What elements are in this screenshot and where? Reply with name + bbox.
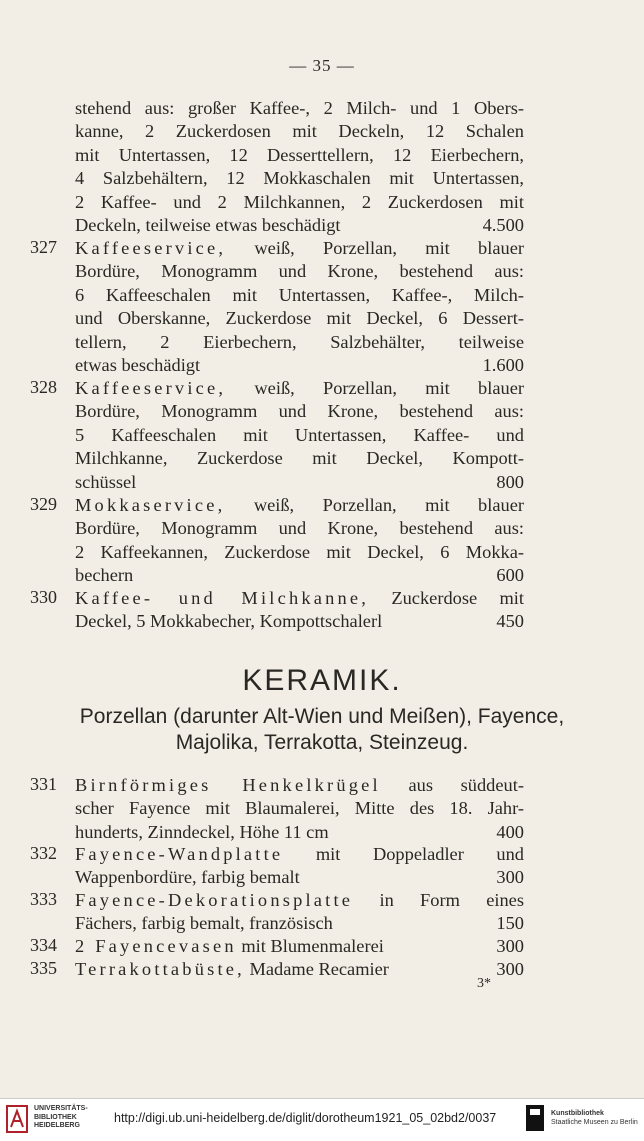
entry-line: 6 Kaffeeschalen mit Untertassen, Kaffee-, Milch- [75, 284, 524, 305]
logo-line: UNIVERSITÄTS- [34, 1105, 88, 1112]
entry-price: 400 [496, 821, 524, 842]
entry-first-line [75, 237, 524, 260]
section-subheading: Majolika, Terrakotta, Steinzeug. [175, 731, 469, 754]
entry-title: Terrakottabüste, [75, 959, 245, 979]
kunstbibliothek-logo-icon [526, 1105, 544, 1131]
university-library-logo-text [34, 1105, 88, 1131]
entry-line: Milchkanne, Zuckerdose mit Deckel, Kompott- [75, 448, 524, 469]
entry-first-line [75, 958, 524, 981]
entry-last-line [75, 354, 524, 377]
entry-last-line [75, 821, 524, 844]
entry-last-line [75, 866, 524, 889]
entry-first-line [75, 774, 524, 797]
page-number: — 35 — [289, 56, 355, 75]
entry-line: Bordüre, Monogramm und Krone, bestehend aus: [75, 401, 524, 422]
entry-title: 2 Fayencevasen [75, 936, 237, 956]
entry-title: Kaffee- und Milchkanne, [75, 588, 370, 608]
entry-title: Kaffeeservice, [75, 378, 227, 398]
entry-last-line [75, 214, 524, 237]
entry-text: Deckeln, teilweise etwas beschädigt [75, 214, 341, 235]
entry-line: 2 Kaffee- und 2 Milchkannen, 2 Zuckerdosen mit [75, 191, 524, 212]
entry-line: 2 Kaffeekannen, Zuckerdose mit Deckel, 6 Mokka- [75, 541, 524, 562]
kunstbibliothek-logo-text [551, 1109, 638, 1127]
signature-mark: 3* [477, 976, 491, 991]
entry-first-line [75, 843, 524, 866]
permalink-url[interactable]: http://digi.ub.uni-heidelberg.de/diglit/dorotheum1921_05_02bd2/0037 [114, 1111, 497, 1125]
entry-title: Fayence-Wandplatte [75, 844, 284, 864]
lot-number: 330 [30, 587, 57, 607]
entry-title: Kaffeeservice, [75, 238, 227, 258]
entry-price: 800 [496, 471, 524, 492]
entry-first-line [75, 935, 524, 958]
entry-price: 450 [496, 611, 524, 632]
entry-first-line [75, 889, 524, 912]
entry-title: Mokkaservice, [75, 495, 226, 515]
entry-text: Madame Recamier [249, 959, 389, 979]
lot-number: 327 [30, 237, 57, 257]
entry-line: scher Fayence mit Blaumalerei, Mitte des 18. Jahr- [75, 798, 524, 819]
entry-price: 300 [496, 867, 524, 888]
entry-text: aus süddeut- [408, 775, 524, 795]
lot-number: 333 [30, 889, 57, 909]
entry-first-line [75, 377, 524, 400]
logo-line: Kunstbibliothek [551, 1110, 604, 1117]
entry-price: 150 [496, 913, 524, 934]
entry-price: 1.600 [482, 354, 524, 375]
entry-first-line [75, 587, 524, 610]
entry-text: bechern [75, 565, 134, 586]
entry-text: Zuckerdose mit [391, 588, 524, 608]
entry-last-line [75, 471, 524, 494]
entry-price: 300 [496, 936, 524, 956]
university-library-logo-icon [6, 1105, 28, 1133]
entry-line: kanne, 2 Zuckerdosen mit Deckeln, 12 Schalen [75, 121, 524, 142]
lot-number: 328 [30, 377, 57, 397]
entry-text: Deckel, 5 Mokkabecher, Kompottschalerl [75, 611, 383, 632]
entry-text: etwas beschädigt [75, 354, 201, 375]
entry-text: mit Doppeladler und [315, 844, 524, 864]
entry-line: 5 Kaffeeschalen mit Untertassen, Kaffee- und [75, 424, 524, 445]
entry-line: 4 Salzbehältern, 12 Mokkaschalen mit Untertassen, [75, 168, 524, 189]
entry-text: weiß, Porzellan, mit blauer [254, 238, 524, 258]
entry-text: mit Blumenmalerei [241, 936, 384, 956]
entry-text: Wappenbordüre, farbig bemalt [75, 867, 300, 888]
lot-number: 334 [30, 935, 57, 955]
logo-line: BIBLIOTHEK [34, 1113, 77, 1121]
entry-price: 4.500 [482, 214, 524, 235]
entry-price: 600 [496, 565, 524, 586]
entry-text: hunderts, Zinndeckel, Höhe 11 cm [75, 821, 329, 842]
entry-text: schüssel [75, 471, 137, 492]
section-subheading: Porzellan (darunter Alt-Wien und Meißen), Fayence, [79, 705, 565, 728]
entry-first-line [75, 494, 524, 517]
lot-number: 335 [30, 958, 57, 978]
entry-title: Birnförmiges Henkelkrügel [75, 775, 381, 795]
entry-text: weiß, Porzellan, mit blauer [254, 378, 524, 398]
lot-number: 331 [30, 774, 57, 794]
entry-text: Fächers, farbig bemalt, französisch [75, 913, 333, 934]
entry-line: Bordüre, Monogramm und Krone, bestehend aus: [75, 261, 524, 282]
entry-line: mit Untertassen, 12 Desserttellern, 12 Eierbechern, [75, 144, 524, 165]
logo-line: Staatliche Museen zu Berlin [551, 1119, 638, 1126]
entry-title: Fayence-Dekorationsplatte [75, 890, 354, 910]
entry-last-line [75, 564, 524, 587]
digitization-footer [0, 1098, 644, 1141]
lot-number: 332 [30, 843, 57, 863]
entry-line: Bordüre, Monogramm und Krone, bestehend aus: [75, 518, 524, 539]
entry-line: tellern, 2 Eierbechern, Salzbehälter, teilweise [75, 331, 524, 352]
entry-text: weiß, Porzellan, mit blauer [253, 495, 524, 515]
entry-line: und Oberskanne, Zuckerdose mit Deckel, 6 Dessert- [75, 308, 524, 329]
lot-number: 329 [30, 494, 57, 514]
entry-price: 300 [496, 959, 524, 979]
entry-last-line [75, 610, 524, 633]
entry-last-line [75, 912, 524, 935]
logo-line: HEIDELBERG [34, 1122, 80, 1129]
section-heading: KERAMIK. [242, 664, 402, 697]
entry-line: stehend aus: großer Kaffee-, 2 Milch- und 1 Obers- [75, 98, 524, 118]
entry-text: in Form eines [379, 890, 524, 910]
